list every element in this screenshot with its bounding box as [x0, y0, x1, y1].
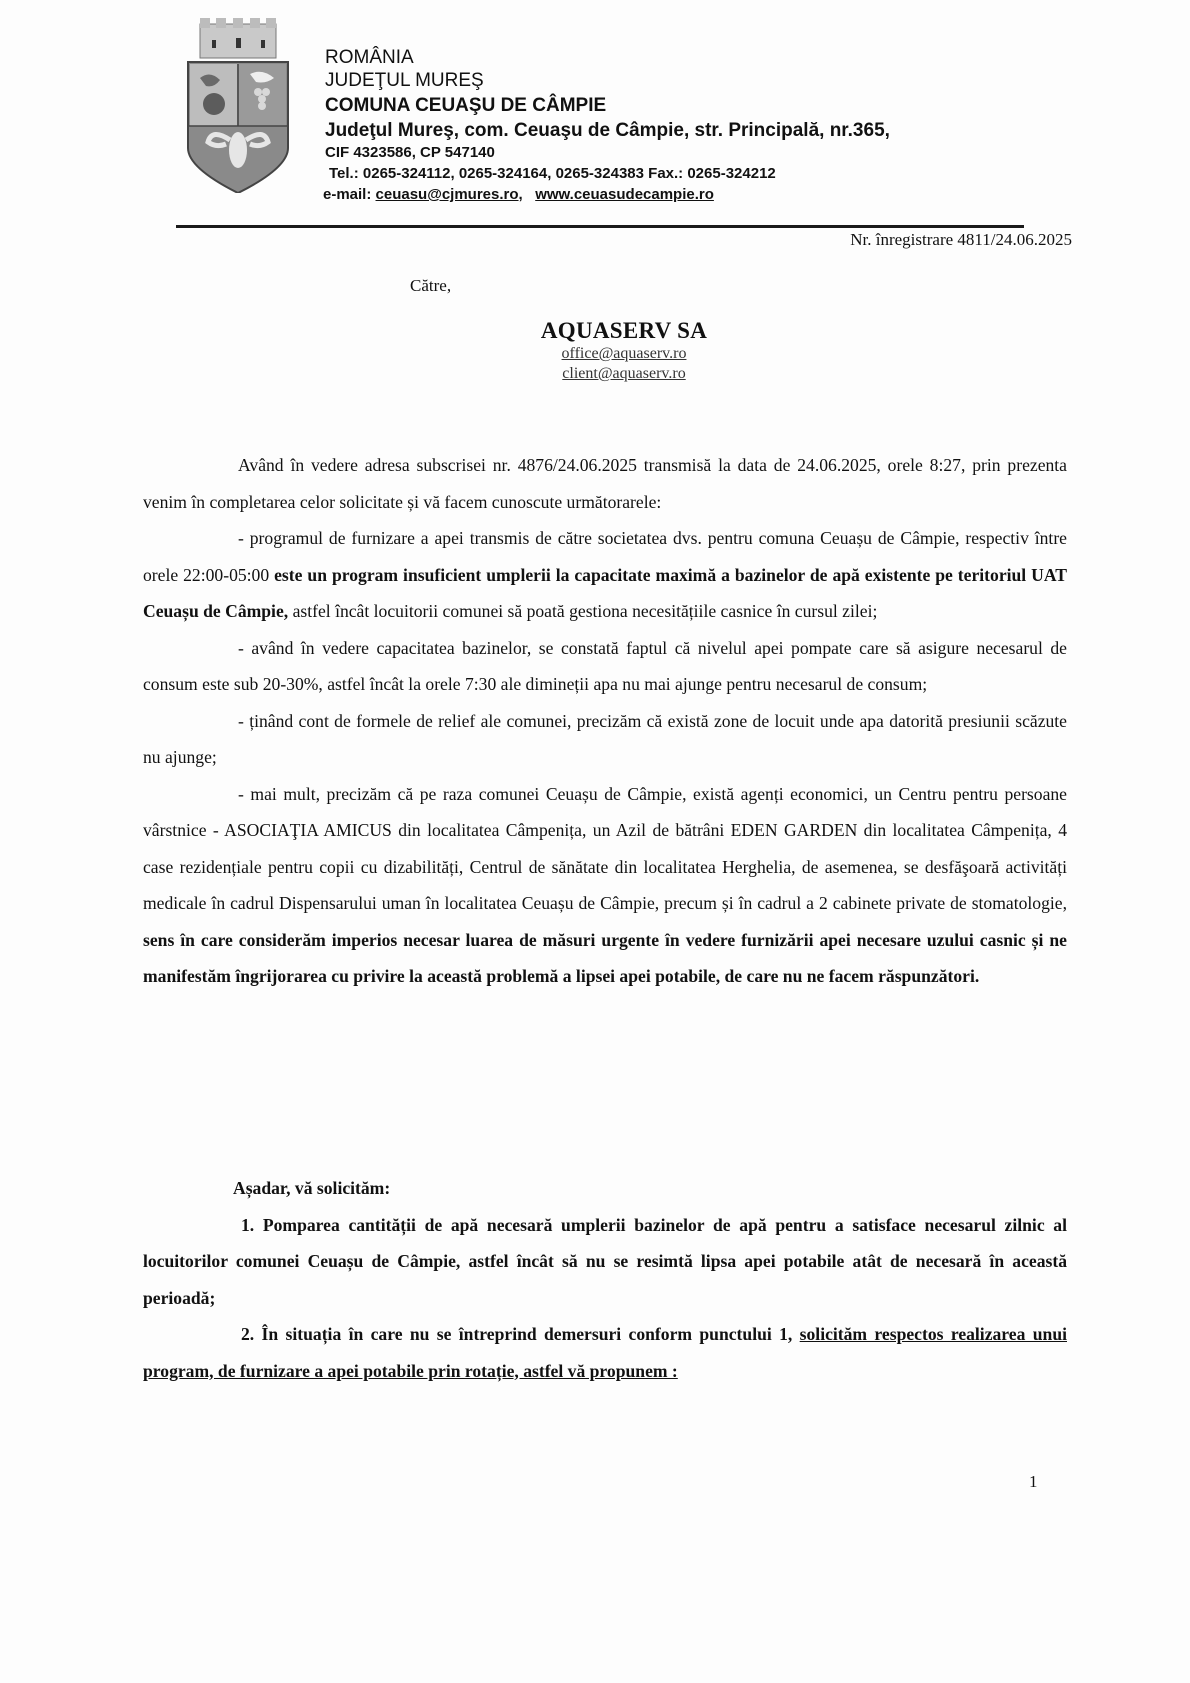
page-number: 1	[1029, 1472, 1038, 1491]
requests-heading: Așadar, vă solicităm:	[233, 1178, 391, 1198]
point-schedule	[143, 520, 1067, 630]
request-item-2	[143, 1316, 1067, 1389]
recipient-email-office[interactable]: office@aquaserv.ro	[561, 345, 687, 362]
header-website-link[interactable]: www.ceuasudecampie.ro	[535, 186, 714, 203]
header-email-link[interactable]: ceuasu@cjmures.ro	[375, 186, 519, 203]
header-county: JUDEŢUL MUREŞ	[325, 70, 484, 91]
recipient-block	[520, 318, 728, 384]
point-institutions-text: - mai mult, precizăm că pe raza comunei Ceuașu de Câmpie, există agenți economici, un Centru pentru persoane vârstnice - ASOCIAŢIA AMICUS din localitatea Câmpenița, un Azil de bătrâni EDEN GARDEN din localitatea Câmpenița, 4 case rezidențiale pentru copii cu dizabilități, Centrul de sănătate din localitatea Herghelia, de asemenea, se desfăşoară activități medicale în cadrul Dispensarului uman în localitatea Ceuașu de Câmpie, precum și în cadrul a 2 cabinete private de stomatologie,	[143, 783, 1067, 913]
header-divider	[176, 225, 1024, 228]
point-schedule-tail: astfel încât locuitorii comunei să poată gestiona necesitățiile casnice în cursul zilei;	[288, 601, 878, 621]
registration-number: Nr. înregistrare 4811/24.06.2025	[850, 230, 1072, 249]
point-institutions	[143, 776, 1067, 995]
intro-paragraph: Având în vedere adresa subscrisei nr. 4876/24.06.2025 transmisă la data de 24.06.2025, orele 8:27, prin prezenta venim în completarea celor solicitate și vă facem cunoscute următorarele:	[143, 455, 1067, 512]
contact-separator: ,	[518, 186, 536, 203]
point-relief: - ținând cont de formele de relief ale comunei, precizăm că există zone de locuit unde apa datorită presiunii scăzute nu ajunge;	[143, 710, 1067, 767]
recipient-name: AQUASERV SA	[540, 318, 708, 343]
point-capacity: - având în vedere capacitatea bazinelor, se constată faptul că nivelul apei pompate care să asigure necesarul de consum este sub 20-30%, astfel încât la orele 7:30 ale dimineții apa nu mai ajunge pentru necesarul de consum;	[143, 637, 1067, 694]
letter-body	[143, 447, 1067, 995]
recipient-email-client[interactable]: client@aquaserv.ro	[562, 365, 686, 382]
header-contact	[323, 187, 714, 202]
point-schedule-text: - programul de furnizare a apei transmis de către societatea dvs. pentru comuna Ceuașu de Câmpie, respectiv între orele 22:00-05:00	[143, 528, 1067, 585]
header-country: ROMÂNIA	[325, 47, 414, 68]
header-phones: Tel.: 0265-324112, 0265-324164, 0265-324383 Fax.: 0265-324212	[329, 165, 776, 182]
request-item-2-text: 2. În situația în care nu se întreprind demersuri conform punctului 1,	[241, 1324, 800, 1344]
request-item-2-emphasis: solicităm respectos realizarea unui program, de furnizare a apei potabile prin rotație, astfel vă propunem :	[143, 1324, 1067, 1381]
point-institutions-emphasis: sens în care considerăm imperios necesar luarea de măsuri urgente în vedere furnizării apei necesare uzului casnic și ne manifestăm îngrijorarea cu privire la această problemă a lipsei apei potabile, de care nu ne facem răspunzători.	[143, 929, 1067, 986]
request-item-1: 1. Pomparea cantității de apă necesară umplerii bazinelor de apă pentru a satisface necesarul zilnic al locuitorilor comunei Ceuașu de Câmpie, astfel încât să nu se resimtă lipsa apei potabile atât de necesară în această perioadă;	[143, 1214, 1067, 1308]
coat-of-arms-icon	[186, 18, 290, 193]
header-cif: CIF 4323586, CP 547140	[325, 144, 495, 161]
point-schedule-emphasis: este un program insuficient umplerii la capacitate maximă a bazinelor de apă existente pe teritoriul UAT Ceuașu de Câmpie,	[143, 564, 1068, 621]
header-commune: COMUNA CEUAŞU DE CÂMPIE	[325, 95, 607, 116]
requests-section	[143, 1170, 1067, 1389]
email-label: e-mail:	[323, 186, 376, 203]
salutation: Către,	[410, 276, 452, 295]
header-address: Judeţul Mureş, com. Ceuaşu de Câmpie, str. Principală, nr.365,	[325, 120, 890, 141]
